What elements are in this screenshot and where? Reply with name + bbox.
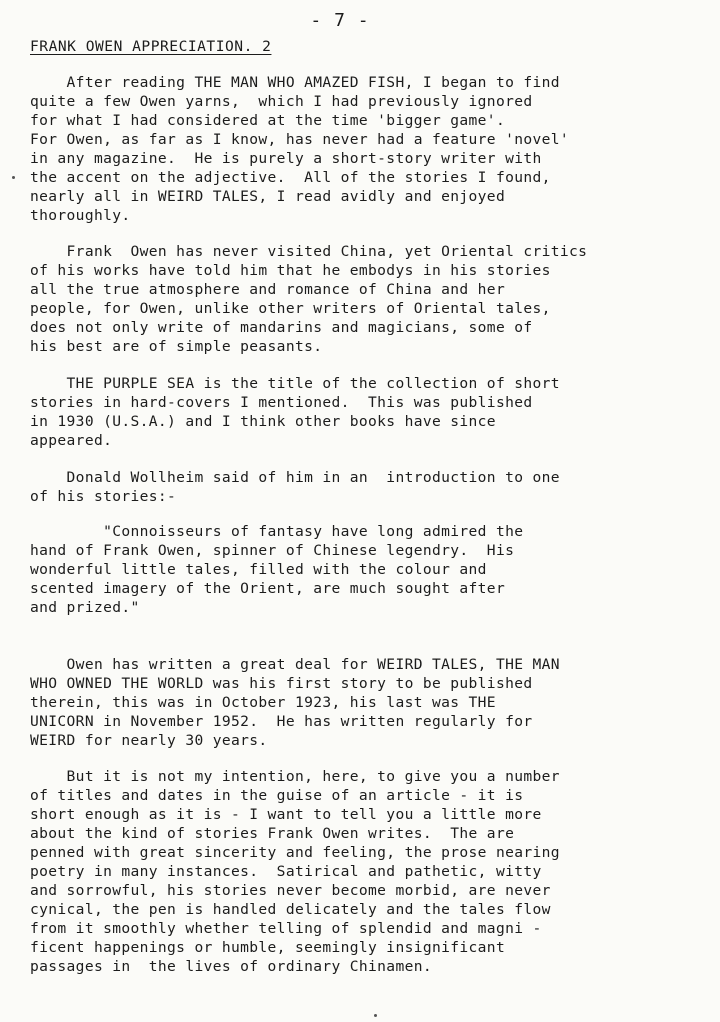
text-line: and prized.": [30, 599, 140, 616]
text-line: and sorrowful, his stories never become morbid, are never: [30, 882, 551, 899]
paragraph-6: [30, 655, 705, 750]
text-line: poetry in many instances. Satirical and pathetic, witty: [30, 863, 542, 880]
paragraph-1: [30, 73, 705, 225]
text-line: quite a few Owen yarns, which I had previously ignored: [30, 93, 533, 110]
text-line: appeared.: [30, 432, 113, 449]
text-line: For Owen, as far as I know, has never had a feature 'novel': [30, 131, 570, 148]
text-line: ficent happenings or humble, seemingly insignificant: [30, 939, 506, 956]
text-line: for what I had considered at the time 'bigger game'.: [30, 112, 506, 129]
text-line: his best are of simple peasants.: [30, 338, 323, 355]
text-line: short enough as it is - I want to tell you a little more: [30, 806, 542, 823]
text-line: passages in the lives of ordinary Chinamen.: [30, 958, 432, 975]
text-line: of his works have told him that he embodys in his stories: [30, 262, 551, 279]
text-line: scented imagery of the Orient, are much sought after: [30, 580, 506, 597]
paragraph-2: [30, 242, 705, 356]
text-line: THE PURPLE SEA is the title of the collection of short: [30, 375, 560, 392]
text-line: But it is not my intention, here, to give you a number: [30, 768, 560, 785]
text-line: hand of Frank Owen, spinner of Chinese legendry. His: [30, 542, 515, 559]
text-line: Donald Wollheim said of him in an introduction to one: [30, 469, 560, 486]
text-line: stories in hard-covers I mentioned. This was published: [30, 394, 533, 411]
text-line: thoroughly.: [30, 207, 131, 224]
text-line: WHO OWNED THE WORLD was his first story to be published: [30, 675, 533, 692]
text-line: "Connoisseurs of fantasy have long admired the: [30, 523, 524, 540]
quotation-paragraph: [30, 522, 705, 617]
text-line: penned with great sincerity and feeling, the prose nearing: [30, 844, 560, 861]
article-heading: FRANK OWEN APPRECIATION. 2: [30, 38, 272, 55]
text-line: about the kind of stories Frank Owen writes. The are: [30, 825, 515, 842]
ink-speck: [374, 1014, 377, 1017]
paragraph-7: [30, 767, 705, 976]
text-line: all the true atmosphere and romance of China and her: [30, 281, 506, 298]
text-line: from it smoothly whether telling of splendid and magni -: [30, 920, 542, 937]
text-line: WEIRD for nearly 30 years.: [30, 732, 268, 749]
text-line: cynical, the pen is handled delicately and the tales flow: [30, 901, 551, 918]
text-line: Frank Owen has never visited China, yet Oriental critics: [30, 243, 588, 260]
text-line: in any magazine. He is purely a short-story writer with: [30, 150, 542, 167]
text-line: wonderful little tales, filled with the colour and: [30, 561, 487, 578]
text-line: therein, this was in October 1923, his last was THE: [30, 694, 496, 711]
text-line: Owen has written a great deal for WEIRD TALES, THE MAN: [30, 656, 560, 673]
text-line: does not only write of mandarins and magicians, some of: [30, 319, 533, 336]
text-line: in 1930 (U.S.A.) and I think other books have since: [30, 413, 496, 430]
text-line: After reading THE MAN WHO AMAZED FISH, I began to find: [30, 74, 560, 91]
text-line: UNICORN in November 1952. He has written regularly for: [30, 713, 533, 730]
text-line: of his stories:-: [30, 488, 177, 505]
ink-speck: [12, 176, 15, 179]
paragraph-3: [30, 374, 705, 450]
page-number: - 7 -: [310, 10, 370, 31]
text-line: people, for Owen, unlike other writers of Oriental tales,: [30, 300, 551, 317]
text-line: the accent on the adjective. All of the stories I found,: [30, 169, 551, 186]
paragraph-4: [30, 468, 705, 506]
text-line: nearly all in WEIRD TALES, I read avidly and enjoyed: [30, 188, 506, 205]
text-line: of titles and dates in the guise of an article - it is: [30, 787, 524, 804]
